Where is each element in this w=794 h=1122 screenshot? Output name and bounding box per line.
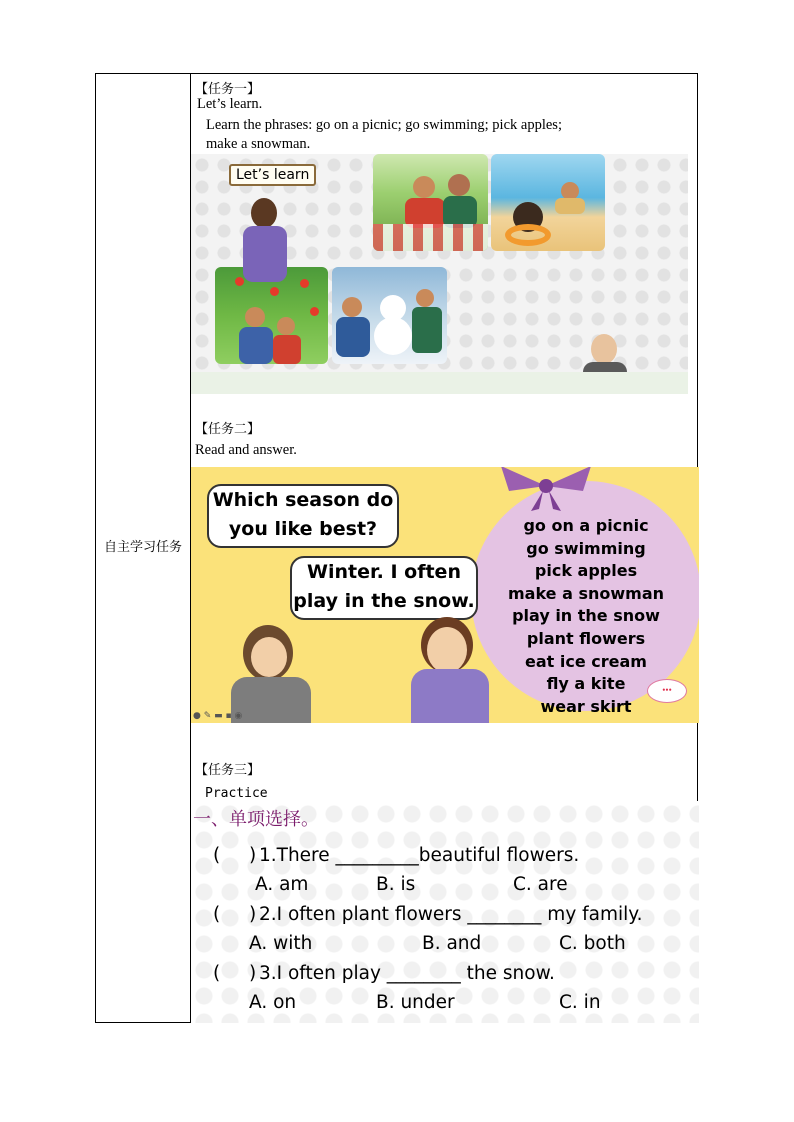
question-1-paren-open: ( — [213, 845, 221, 866]
section-title: 一、单项选择。 — [193, 809, 319, 830]
teacher-face — [251, 637, 287, 677]
question-3-paren-close: ) — [249, 963, 257, 984]
question-2-option-c[interactable]: C. both — [559, 933, 626, 954]
phrase-item: pick apples — [534, 561, 638, 581]
question-2-paren-open: ( — [213, 904, 221, 925]
task2-line1: Read and answer. — [195, 442, 297, 458]
lets-learn-label: Let’s learn — [229, 164, 316, 186]
phrase-item: go swimming — [526, 538, 646, 558]
phrase-item: make a snowman — [507, 583, 664, 603]
boy-figure — [251, 198, 277, 228]
question-1-option-c[interactable]: C. are — [513, 874, 568, 895]
picnic-photo — [373, 154, 488, 251]
swimming-photo — [491, 154, 605, 251]
answer-line: play in the snow. — [293, 590, 475, 612]
teacher-body — [231, 677, 311, 723]
task2-tag: 【任务二】 — [195, 422, 261, 437]
question-3-text: 3.I often play ________ the snow. — [259, 963, 555, 984]
phrase-item: play in the snow — [512, 606, 660, 626]
practice-label: Practice — [205, 786, 268, 801]
practice-panel — [191, 801, 699, 1023]
left-column-label: 自主学习任务 — [103, 540, 182, 555]
phrase-item: plant flowers — [526, 628, 646, 648]
task1-line1: Let’s learn. — [197, 96, 263, 112]
read-and-answer-image — [191, 467, 699, 723]
question-1-paren-close: ) — [249, 845, 257, 866]
question-3-option-a[interactable]: A. on — [249, 992, 297, 1013]
lets-learn-image — [191, 154, 688, 394]
question-3-paren-open: ( — [213, 963, 221, 984]
task1-line2: Learn the phrases: go on a picnic; go swimming; pick apples; — [206, 117, 562, 133]
question-3-option-c[interactable]: C. in — [559, 992, 601, 1013]
phrase-item: go on a picnic — [523, 516, 649, 535]
ribbon-bow-icon — [491, 467, 601, 511]
phrase-item: eat ice cream — [525, 651, 647, 671]
panel-bottom-strip — [191, 372, 688, 394]
question-line: you like best? — [228, 518, 378, 540]
task-table — [95, 73, 698, 1023]
task1-line3: make a snowman. — [206, 136, 311, 152]
question-2-text: 2.I often plant flowers ________ my family. — [259, 904, 643, 925]
phrase-item: fly a kite — [546, 674, 626, 694]
boy-shirt — [243, 226, 287, 282]
answer-bubble — [290, 556, 478, 620]
playback-toolbar[interactable]: ● ✎ ▬ ▪ ◉ — [193, 711, 243, 721]
question-1-option-a[interactable]: A. am — [255, 874, 309, 895]
question-1-option-b[interactable]: B. is — [376, 874, 416, 895]
teacher-figure — [591, 334, 617, 364]
more-bubble-icon: ••• — [647, 679, 687, 703]
boy-face — [427, 627, 467, 673]
snowman-photo — [332, 267, 447, 364]
boy-body — [411, 669, 489, 723]
question-2-option-a[interactable]: A. with — [249, 933, 313, 954]
question-2-option-b[interactable]: B. and — [422, 933, 482, 954]
task3-tag: 【任务三】 — [195, 763, 261, 778]
question-1-text: 1.There _________beautiful flowers. — [259, 845, 580, 866]
question-3-option-b[interactable]: B. under — [376, 992, 455, 1013]
phrase-item: wear skirt — [540, 696, 632, 716]
question-bubble — [207, 484, 399, 548]
answer-line: Winter. I often — [307, 561, 461, 583]
task1-tag: 【任务一】 — [195, 82, 261, 97]
question-line: Which season do — [212, 489, 394, 511]
question-2-paren-close: ) — [249, 904, 257, 925]
